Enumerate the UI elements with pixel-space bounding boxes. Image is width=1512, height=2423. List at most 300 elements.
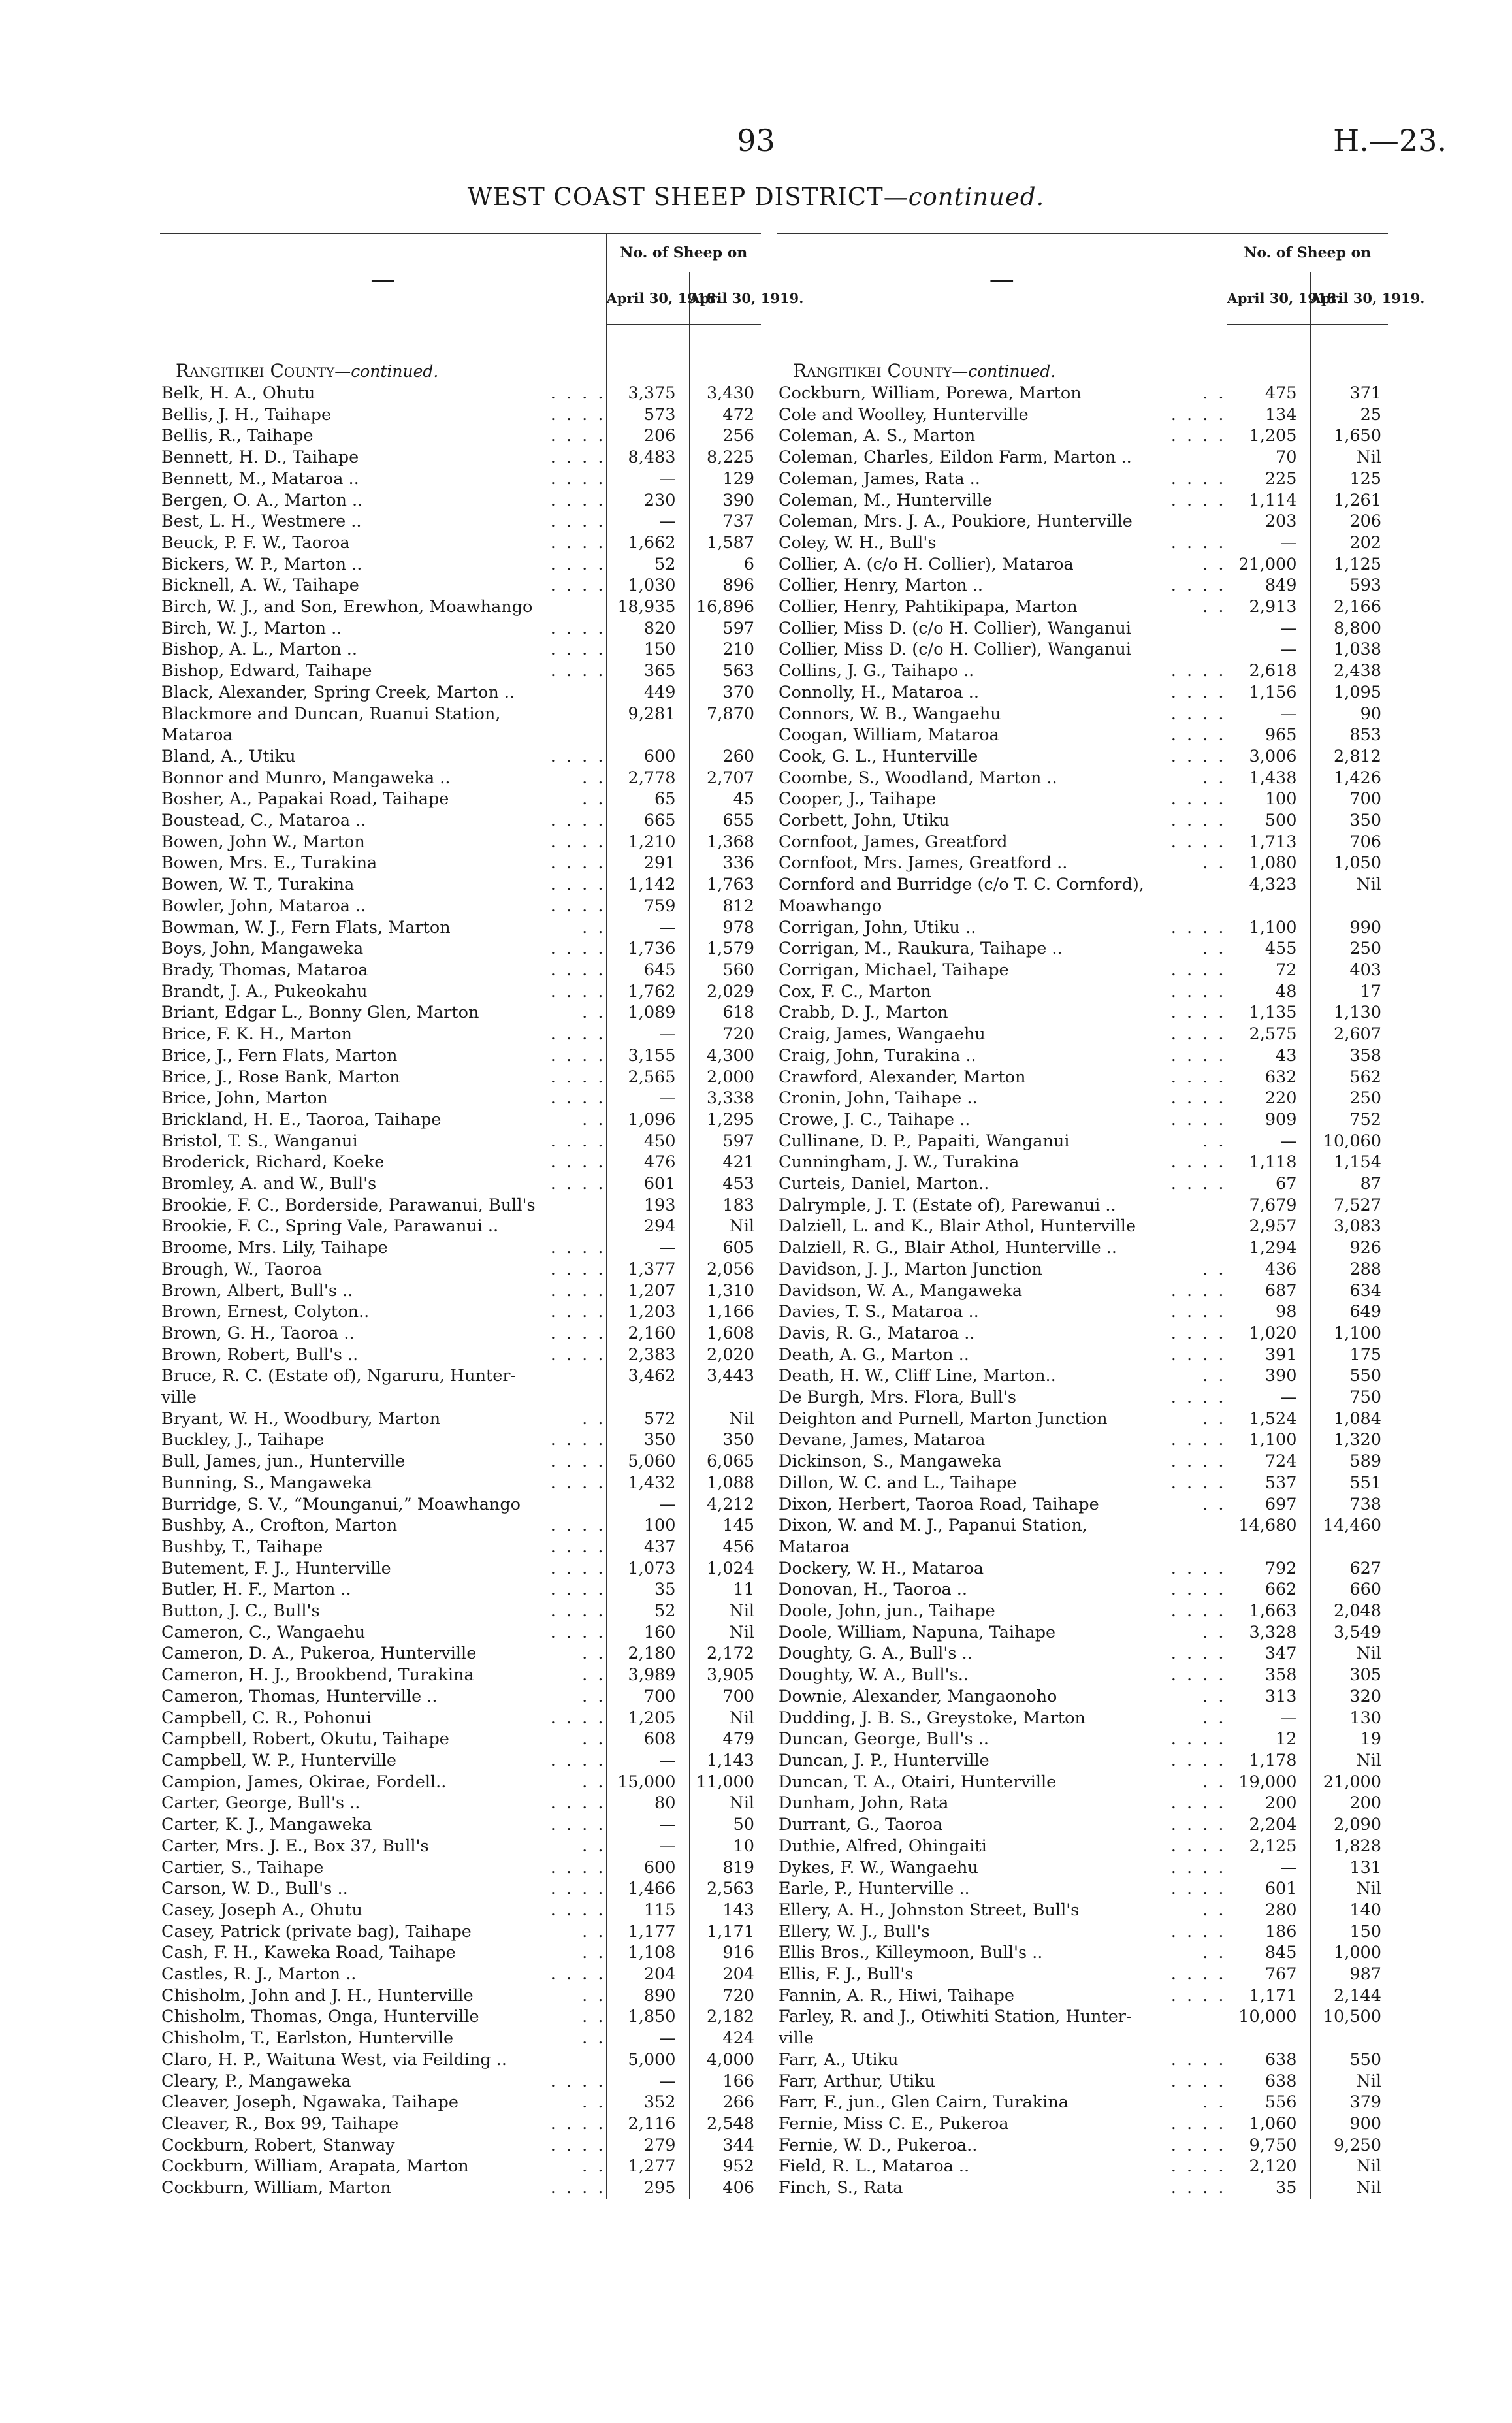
table-row: [160, 554, 761, 576]
sheep-1919: 916: [722, 1943, 755, 1963]
sheep-1919: [1310, 896, 1388, 917]
table-row: [777, 1686, 1388, 1708]
table-row: [160, 2049, 761, 2071]
sheep-1919: 550: [1349, 2049, 1382, 2070]
sheep-1918: 1,135: [1227, 1002, 1310, 1024]
sheep-1918: 1,663: [1227, 1601, 1310, 1622]
table-row: [777, 853, 1388, 874]
table-row: [777, 1515, 1388, 1537]
owner-name: Cameron, H. J., Brookbend, Turakina . .: [161, 1665, 606, 1685]
sheep-1918: 3,006: [1227, 746, 1310, 768]
sheep-1919: 90: [1360, 704, 1382, 724]
owner-name: Dalziell, R. G., Blair Athol, Hunterville ..: [779, 1238, 1117, 1258]
table-row: [160, 1216, 761, 1237]
table-row: [160, 1088, 761, 1109]
sheep-1919: 597: [722, 618, 755, 638]
table-row: [160, 1601, 761, 1622]
sheep-1918: 294: [606, 1216, 689, 1237]
sheep-1919: [1310, 1537, 1388, 1558]
owner-name: Corrigan, John, Utiku .. . . . .: [779, 917, 1227, 937]
owner-name: Curteis, Daniel, Marton.. . . . .: [779, 1174, 1227, 1194]
owner-name: Brice, J., Fern Flats, Marton . . . .: [161, 1045, 606, 1065]
table-row: [160, 511, 761, 532]
sheep-1918: 1,156: [1227, 682, 1310, 704]
table-row: [777, 404, 1388, 426]
sheep-1918: 200: [1227, 1793, 1310, 1814]
sheep-1918: —: [606, 1088, 689, 1109]
sheep-1919: 1,095: [1334, 682, 1382, 702]
table-row: [777, 660, 1388, 682]
sheep-1919: Nil: [1356, 447, 1382, 468]
owner-name: Bishop, Edward, Taihape . . . .: [161, 661, 606, 681]
sheep-1918: 537: [1227, 1472, 1310, 1494]
sheep-1918: 890: [606, 1985, 689, 2007]
sheep-1919: 700: [722, 1686, 755, 1706]
owner-name: Fernie, Miss C. E., Pukeroa . . . .: [779, 2113, 1227, 2134]
owner-name: Carter, K. J., Mangaweka . . . .: [161, 1815, 606, 1835]
sheep-1918: 3,328: [1227, 1622, 1310, 1644]
owner-name: Chisholm, John and J. H., Hunterville . .: [161, 1985, 606, 2006]
table-row: [160, 853, 761, 874]
sheep-1918: [1227, 896, 1310, 917]
sheep-1919: 1,024: [707, 1558, 755, 1578]
owner-name: Casey, Joseph A., Ohutu . . . .: [161, 1900, 606, 1920]
sheep-1918: 724: [1227, 1451, 1310, 1472]
owner-name: Dunham, John, Rata . . . .: [779, 1793, 1227, 1813]
sheep-1919: 210: [722, 640, 755, 660]
table-row: [160, 724, 761, 746]
sheep-1918: 230: [606, 490, 689, 512]
sheep-1919: 19: [1360, 1729, 1382, 1749]
sheep-1918: 1,178: [1227, 1750, 1310, 1772]
sheep-1918: —: [606, 468, 689, 490]
sheep-1918: 150: [606, 639, 689, 660]
table-row: [777, 682, 1388, 704]
sheep-1919: 1,261: [1334, 490, 1382, 510]
owner-name: Brickland, H. E., Taoroa, Taihape . .: [161, 1109, 606, 1130]
right-table: [777, 233, 1425, 2199]
sheep-1918: 1,100: [1227, 1429, 1310, 1451]
sheep-1919: 379: [1349, 2092, 1382, 2113]
sheep-1918: [606, 724, 689, 746]
owner-name: Bonnor and Munro, Mangaweka .. . .: [161, 768, 606, 788]
table-row: [777, 1259, 1388, 1280]
table-row: [160, 1878, 761, 1900]
table-row: [160, 1643, 761, 1665]
sheep-1918: 347: [1227, 1643, 1310, 1665]
table-row: [160, 960, 761, 981]
table-row: [777, 938, 1388, 960]
table-row: [160, 1045, 761, 1067]
table-row: [777, 468, 1388, 490]
sheep-1919: 320: [1349, 1686, 1382, 1706]
section-heading: Rangitikei County—continued.: [793, 359, 1056, 382]
table-row: [777, 1045, 1388, 1067]
sheep-1919: 87: [1360, 1174, 1382, 1194]
sheep-1919: 737: [722, 512, 755, 532]
table-row: [777, 789, 1388, 810]
sheep-1918: 1,377: [606, 1259, 689, 1280]
table-row: [777, 2028, 1388, 2049]
sheep-1918: 2,913: [1227, 596, 1310, 618]
table-row: [777, 1494, 1388, 1516]
owner-name: Brown, Ernest, Colyton.. . . . .: [161, 1302, 606, 1322]
sheep-1918: 3,155: [606, 1045, 689, 1067]
table-row: [160, 1857, 761, 1879]
owner-name: Campbell, W. P., Hunterville . . . .: [161, 1751, 606, 1770]
sheep-1918: 9,750: [1227, 2135, 1310, 2156]
sheep-1919: 1,320: [1334, 1430, 1382, 1450]
sheep-1919: 2,182: [707, 2007, 755, 2027]
sheep-1919: 370: [722, 682, 755, 702]
owner-name: Carson, W. D., Bull's .. . . . .: [161, 1879, 606, 1899]
owner-name: Cartier, S., Taihape . . . .: [161, 1857, 606, 1878]
owner-name: Coleman, A. S., Marton . . . .: [779, 426, 1227, 446]
table-row: [777, 575, 1388, 596]
table-row: [777, 618, 1388, 640]
sheep-1918: 10,000: [1227, 2006, 1310, 2028]
sheep-1919: 131: [1349, 1857, 1382, 1878]
owner-name: Campbell, Robert, Okutu, Taihape . .: [161, 1729, 606, 1749]
sheep-1919: [1310, 2028, 1388, 2049]
owner-name: Coleman, Mrs. J. A., Poukiore, Hunterville: [779, 512, 1133, 532]
sheep-1918: 3,989: [606, 1665, 689, 1686]
sheep-1919: 952: [722, 2156, 755, 2177]
owner-name: Brown, G. H., Taoroa .. . . . .: [161, 1323, 606, 1343]
sheep-1918: —: [1227, 704, 1310, 725]
table-row: [777, 1472, 1388, 1494]
owner-name: Boustead, C., Mataroa .. . . . .: [161, 811, 606, 831]
sheep-1918: 1,118: [1227, 1152, 1310, 1173]
sheep-1918: 1,203: [606, 1301, 689, 1323]
table-row: [777, 1109, 1388, 1131]
sheep-1919: 453: [722, 1174, 755, 1194]
table-row: [160, 1750, 761, 1772]
owner-name: Bushby, A., Crofton, Marton . . . .: [161, 1516, 606, 1536]
sheep-1919: 706: [1349, 832, 1382, 852]
owner-name: Blackmore and Duncan, Ruanui Station,: [161, 704, 501, 724]
owner-name: Fannin, A. R., Hiwi, Taihape . . . .: [779, 1985, 1227, 2006]
sheep-1919: 812: [722, 896, 755, 916]
sheep-1919: 266: [722, 2092, 755, 2113]
sheep-1918: 573: [606, 404, 689, 426]
sheep-1919: 720: [722, 1024, 755, 1045]
owner-name: Davidson, J. J., Marton Junction . .: [779, 1259, 1227, 1279]
owner-name: Crowe, J. C., Taihape .. . . . .: [779, 1109, 1227, 1130]
sheep-1918: 1,438: [1227, 768, 1310, 789]
sheep-1919: 1,130: [1334, 1003, 1382, 1023]
owner-name: Bull, James, jun., Hunterville . . . .: [161, 1452, 606, 1472]
table-row: [777, 917, 1388, 939]
owner-name: Cunningham, J. W., Turakina . . . .: [779, 1152, 1227, 1173]
sheep-1918: 52: [606, 1601, 689, 1622]
table-row: [160, 896, 761, 917]
sheep-1919: 2,548: [707, 2113, 755, 2134]
sheep-1919: 9,250: [1334, 2135, 1382, 2155]
sheep-1918: —: [606, 1237, 689, 1259]
owner-name: Dockery, W. H., Mataroa . . . .: [779, 1558, 1227, 1578]
sheep-1918: 313: [1227, 1686, 1310, 1708]
sheep-1918: 1,850: [606, 2006, 689, 2028]
owner-name: Birch, W. J., Marton .. . . . .: [161, 618, 606, 638]
sheep-1919: 358: [1349, 1045, 1382, 1065]
sheep-1918: 2,125: [1227, 1836, 1310, 1857]
sheep-1918: 2,565: [606, 1067, 689, 1088]
table-row: [777, 1814, 1388, 1836]
sheep-1919: 738: [1349, 1494, 1382, 1514]
sheep-1919: 472: [722, 404, 755, 425]
table-row: [777, 960, 1388, 981]
sheep-1919: 1,608: [707, 1323, 755, 1343]
table-row: [160, 1109, 761, 1131]
owner-name: Coley, W. H., Bull's . . . .: [779, 532, 1227, 553]
owner-name: Brough, W., Taoroa . . . .: [161, 1259, 606, 1279]
table-row: [160, 1280, 761, 1302]
sheep-1919: 2,812: [1334, 746, 1382, 766]
owner-name: Doole, William, Napuna, Taihape . .: [779, 1622, 1227, 1642]
table-row: [160, 1921, 761, 1943]
sheep-1918: 2,120: [1227, 2156, 1310, 2177]
owner-name: Coleman, James, Rata .. . . . .: [779, 468, 1227, 489]
header-1918: April 30, 1918.: [606, 272, 689, 325]
table-row: [777, 768, 1388, 789]
table-row: [160, 917, 761, 939]
sheep-1919: 589: [1349, 1452, 1382, 1472]
sheep-1919: 21,000: [1323, 1772, 1382, 1792]
owner-name: Moawhango: [779, 896, 882, 916]
table-row: [160, 468, 761, 490]
table-row: [160, 447, 761, 468]
sheep-1918: 1,466: [606, 1878, 689, 1900]
sheep-1918: 279: [606, 2135, 689, 2156]
sheep-1918: 608: [606, 1729, 689, 1750]
owner-name: Durrant, G., Taoroa . . . .: [779, 1815, 1227, 1835]
sheep-1918: 1,207: [606, 1280, 689, 1302]
sheep-1918: 450: [606, 1131, 689, 1152]
table-row: [777, 425, 1388, 447]
sheep-1919: 3,443: [707, 1366, 755, 1386]
sheep-1919: 1,084: [1334, 1408, 1382, 1429]
table-row: [777, 2113, 1388, 2135]
sheep-1918: 225: [1227, 468, 1310, 490]
sheep-1919: [689, 1387, 761, 1408]
sheep-1918: 476: [606, 1152, 689, 1173]
sheep-1918: 1,114: [1227, 490, 1310, 512]
owner-name: Finch, S., Rata . . . .: [779, 2178, 1227, 2198]
sheep-1918: —: [606, 1836, 689, 1857]
sheep-1918: 365: [606, 660, 689, 682]
sheep-1918: 134: [1227, 404, 1310, 426]
table-row: [160, 1131, 761, 1152]
sheep-1919: 926: [1349, 1238, 1382, 1258]
sheep-1919: Nil: [729, 1793, 755, 1813]
sheep-1918: 1,432: [606, 1472, 689, 1494]
owner-name: Bennett, M., Mataroa .. . . . .: [161, 468, 606, 489]
sheep-1918: 792: [1227, 1558, 1310, 1580]
sheep-1919: 17: [1360, 981, 1382, 1001]
sheep-1919: 125: [1349, 468, 1382, 489]
sheep-1919: Nil: [1356, 1879, 1382, 1899]
owner-name: Campion, James, Okirae, Fordell.. . .: [161, 1772, 606, 1792]
sheep-1918: 2,116: [606, 2113, 689, 2135]
sheep-1919: 288: [1349, 1259, 1382, 1279]
sheep-1918: 475: [1227, 383, 1310, 404]
sheep-1919: 14,460: [1323, 1516, 1382, 1536]
sheep-1918: 70: [1227, 447, 1310, 468]
table-row: [160, 1665, 761, 1686]
table-row: [160, 1622, 761, 1644]
sheep-1919: 551: [1349, 1472, 1382, 1493]
sheep-1918: 687: [1227, 1280, 1310, 1302]
sheep-1918: 1,020: [1227, 1323, 1310, 1344]
owner-name: Cleaver, R., Box 99, Taihape . . . .: [161, 2113, 606, 2134]
sheep-1919: 129: [722, 468, 755, 489]
sheep-1918: 18,935: [606, 596, 689, 618]
title-main: WEST COAST SHEEP DISTRICT—: [467, 183, 909, 211]
table-row: [160, 1537, 761, 1558]
owner-name: Butement, F. J., Hunterville . . . .: [161, 1558, 606, 1578]
sheep-1918: 391: [1227, 1344, 1310, 1366]
table-row: [777, 1643, 1388, 1665]
sheep-1919: 200: [1349, 1793, 1382, 1813]
owner-name: Bowman, W. J., Fern Flats, Marton . .: [161, 917, 606, 937]
sheep-1919: 1,171: [707, 1921, 755, 1942]
table-row: [777, 1429, 1388, 1451]
sheep-1919: 260: [722, 746, 755, 766]
sheep-1919: 10,500: [1323, 2007, 1382, 2027]
sheep-1918: —: [1227, 1387, 1310, 1408]
sheep-1918: 1,277: [606, 2156, 689, 2177]
table-row: [160, 2028, 761, 2049]
sheep-1918: 1,096: [606, 1109, 689, 1131]
sheep-1918: 2,957: [1227, 1216, 1310, 1237]
owner-name: Bowen, Mrs. E., Turakina . . . .: [161, 853, 606, 873]
sheep-1918: 15,000: [606, 1772, 689, 1793]
sheep-1918: 2,204: [1227, 1814, 1310, 1836]
table-row: [160, 768, 761, 789]
sheep-1918: 7,679: [1227, 1195, 1310, 1216]
table-row: [777, 447, 1388, 468]
sheep-1918: 65: [606, 789, 689, 810]
sheep-1918: 193: [606, 1195, 689, 1216]
sheep-1918: 1,177: [606, 1921, 689, 1943]
owner-name: Briant, Edgar L., Bonny Glen, Marton . .: [161, 1003, 606, 1023]
sheep-1918: 455: [1227, 938, 1310, 960]
owner-name: Brice, F. K. H., Marton . . . .: [161, 1024, 606, 1045]
owner-name: Dickinson, S., Mangaweka . . . .: [779, 1452, 1227, 1472]
table-row: [160, 1985, 761, 2007]
owner-name: Farr, F., jun., Glen Cairn, Turakina . .: [779, 2092, 1227, 2113]
owner-name: Collier, Henry, Marton .. . . . .: [779, 576, 1227, 596]
sheep-1919: 1,050: [1334, 853, 1382, 873]
table-row: [160, 596, 761, 618]
sheep-1918: 291: [606, 853, 689, 874]
sheep-1919: 2,172: [707, 1644, 755, 1664]
owner-name: Coleman, Charles, Eildon Farm, Marton ..: [779, 447, 1132, 468]
table-row: [160, 1729, 761, 1750]
owner-name: Cleary, P., Mangaweka . . . .: [161, 2071, 606, 2091]
owner-name: Button, J. C., Bull's . . . .: [161, 1601, 606, 1621]
sheep-1918: 1,713: [1227, 832, 1310, 853]
sheep-1919: 627: [1349, 1558, 1382, 1578]
sheep-1918: 500: [1227, 810, 1310, 832]
owner-name: Brice, John, Marton . . . .: [161, 1088, 606, 1109]
sheep-1918: 2,778: [606, 768, 689, 789]
table-row: [160, 1772, 761, 1793]
sheep-1919: 11,000: [696, 1772, 755, 1792]
owner-name: Brookie, F. C., Spring Vale, Parawanui ..: [161, 1216, 499, 1237]
sheep-1919: 1,143: [707, 1751, 755, 1770]
table-row: [777, 1622, 1388, 1644]
table-row: [777, 1772, 1388, 1793]
table-row: [160, 1964, 761, 1985]
sheep-1918: 206: [606, 425, 689, 447]
sheep-1918: 600: [606, 746, 689, 768]
sheep-1918: 2,575: [1227, 1024, 1310, 1045]
sheep-1918: —: [1227, 1131, 1310, 1152]
table-row: [160, 1558, 761, 1580]
table-row: [777, 383, 1388, 404]
owner-name: Doughty, G. A., Bull's .. . . . .: [779, 1644, 1227, 1664]
owner-name: Broome, Mrs. Lily, Taihape . . . .: [161, 1238, 606, 1258]
sheep-1918: 437: [606, 1537, 689, 1558]
owner-name: Coogan, William, Mataroa . . . .: [779, 725, 1227, 745]
table-row: [777, 1921, 1388, 1943]
sheep-1918: 5,000: [606, 2049, 689, 2071]
table-row: [777, 639, 1388, 660]
sheep-1919: 2,166: [1334, 597, 1382, 617]
table-row: [160, 1494, 761, 1516]
table-row: [777, 1708, 1388, 1729]
table-row: [160, 1579, 761, 1601]
owner-name: Collier, Miss D. (c/o H. Collier), Wanganui: [779, 618, 1131, 638]
sheep-1919: 8,800: [1334, 618, 1382, 638]
sheep-1919: 7,527: [1334, 1195, 1382, 1215]
owner-name: Beuck, P. F. W., Taoroa . . . .: [161, 532, 606, 553]
sheep-1919: 853: [1349, 725, 1382, 745]
owner-name: Bland, A., Utiku . . . .: [161, 746, 606, 766]
sheep-1918: 1,205: [606, 1708, 689, 1729]
table-row: [160, 1024, 761, 1045]
sheep-1918: —: [1227, 1708, 1310, 1729]
sheep-1918: 700: [606, 1686, 689, 1708]
sheep-1919: 2,020: [707, 1344, 755, 1365]
sheep-1919: 597: [722, 1131, 755, 1151]
left-table: [160, 233, 804, 2199]
table-row: [777, 981, 1388, 1003]
sheep-1918: 1,073: [606, 1558, 689, 1580]
sheep-1919: 1,125: [1334, 554, 1382, 574]
owner-name: Birch, W. J., and Son, Erewhon, Moawhango: [161, 597, 533, 617]
table-row: [777, 1067, 1388, 1088]
sheep-1919: 1,295: [707, 1109, 755, 1130]
sheep-1918: [606, 1387, 689, 1408]
sheep-1919: 752: [1349, 1109, 1382, 1130]
sheep-1919: 634: [1349, 1280, 1382, 1301]
sheep-1918: 1,080: [1227, 853, 1310, 874]
sheep-1919: 406: [722, 2178, 755, 2198]
sheep-1919: 350: [1349, 811, 1382, 831]
sheep-1919: 563: [722, 661, 755, 681]
sheep-1919: 593: [1349, 576, 1382, 596]
owner-name: Downie, Alexander, Mangaonoho . .: [779, 1686, 1227, 1706]
owner-name: Cole and Woolley, Hunterville . . . .: [779, 404, 1227, 425]
owner-name: Bosher, A., Papakai Road, Taihape . .: [161, 789, 606, 809]
table-row: [777, 746, 1388, 768]
owner-name: Buckley, J., Taihape . . . .: [161, 1430, 606, 1450]
sheep-1919: 143: [722, 1900, 755, 1920]
section-heading: Rangitikei County—continued.: [176, 359, 439, 382]
